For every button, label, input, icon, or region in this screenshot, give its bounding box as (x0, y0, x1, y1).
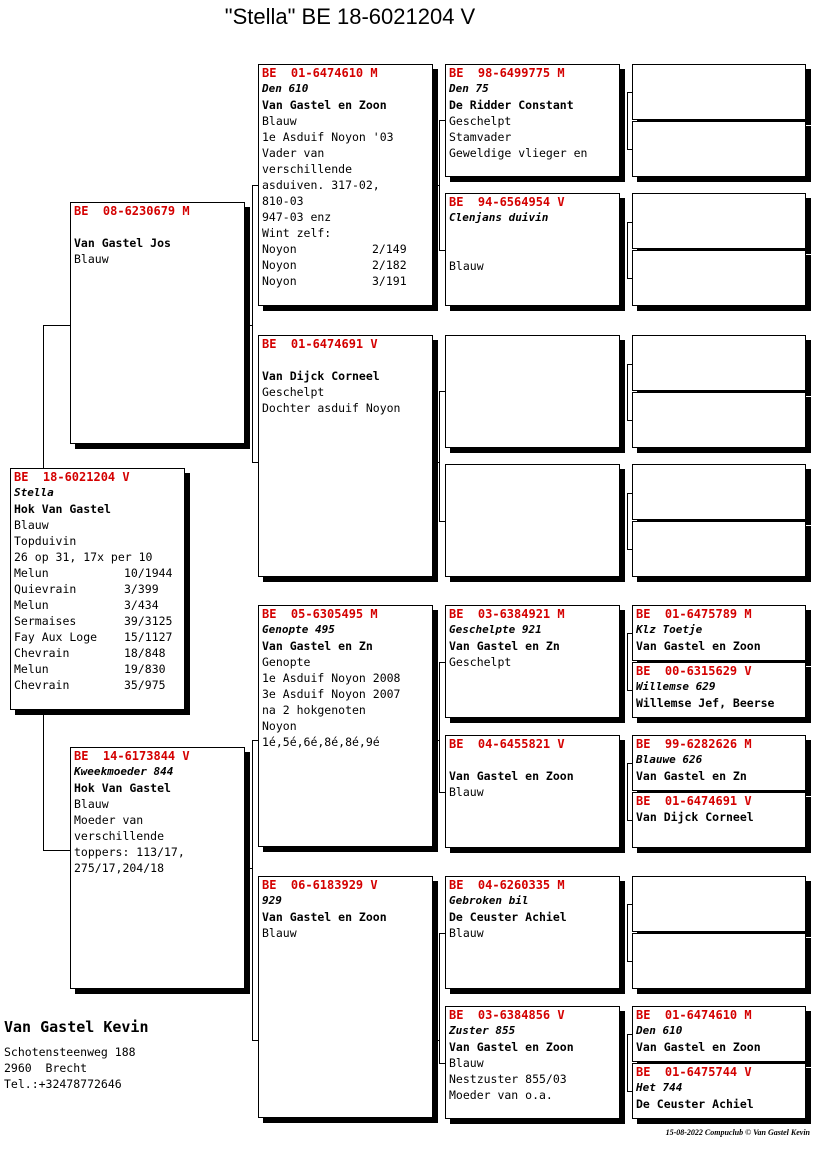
owner-name: Van Gastel en Zoon (449, 1040, 574, 1054)
race-result (14, 645, 181, 661)
pigeon-name: Stella (14, 486, 54, 499)
pedigree-card-g2 (632, 121, 806, 177)
connector-line (627, 633, 628, 690)
info-line: verschillende (74, 829, 165, 843)
pigeon-name: Den 610 (262, 82, 309, 95)
race-place: Noyon (262, 258, 297, 272)
pedigree-card-fm (258, 335, 433, 577)
info-line (449, 242, 616, 258)
race-rank: 2/149 (372, 242, 407, 256)
info-line: Topduivin (14, 534, 77, 548)
pedigree-card-fmf (445, 335, 620, 448)
info-line: Geschelpt (449, 114, 512, 128)
pigeon-name: Clenjans duivin (449, 211, 549, 224)
info-line: Moeder van o.a. (449, 1088, 553, 1102)
pedigree-card-fmm (445, 464, 620, 577)
owner-name: Van Dijck Corneel (262, 369, 380, 383)
pedigree-card-fff (445, 64, 620, 177)
info-line: Nestzuster 855/03 (449, 1072, 567, 1086)
pedigree-card-mfm (445, 735, 620, 848)
ring-number: BE 14-6173844 V (74, 749, 190, 763)
pedigree-card-g10 (632, 662, 806, 718)
pedigree-card-mm (258, 876, 433, 1118)
pigeon-name (449, 337, 616, 353)
pigeon-name: Kweekmoeder 844 (74, 765, 174, 778)
pedigree-card-g7 (632, 464, 806, 520)
info-line: Blauw (74, 797, 109, 811)
pigeon-name: 929 (262, 894, 282, 907)
connector-line (627, 364, 628, 420)
owner-name: Van Gastel Jos (74, 236, 171, 250)
info-line: Blauw (262, 926, 297, 940)
info-line: 3e Asduif Noyon 2007 (262, 687, 401, 701)
ring-number: BE 01-6475789 M (636, 607, 752, 621)
breeder-address: Schotensteenweg 188 2960 Brecht Tel.:+32478772646 (4, 1045, 136, 1091)
connector-line (627, 904, 628, 961)
owner-name: Van Gastel en Zoon (636, 1040, 761, 1054)
pedigree-card-g12 (632, 792, 806, 848)
race-result (14, 597, 181, 613)
race-result (14, 629, 181, 645)
pigeon-name: Den 75 (449, 82, 489, 95)
race-place: Sermaises (14, 614, 77, 628)
ring-number: BE 98-6499775 M (449, 66, 565, 80)
pigeon-name: Willemse 629 (636, 680, 716, 693)
info-line: na 2 hokgenoten (262, 703, 366, 717)
ring-number: BE 00-6315629 V (636, 664, 752, 678)
pigeon-name: Zuster 855 (449, 1024, 516, 1037)
pedigree-card-mmm (445, 1006, 620, 1119)
pedigree-card-root (10, 468, 185, 710)
info-line: 947-03 enz (262, 210, 332, 224)
race-rank: 3/434 (124, 598, 159, 612)
ring-number: BE 04-6260335 M (449, 878, 565, 892)
pedigree-card-g6 (632, 392, 806, 448)
info-line: Wint zelf: (262, 226, 332, 240)
info-line: Geweldige vlieger en (449, 146, 588, 160)
owner-name: Hok Van Gastel (74, 781, 171, 795)
info-line: 810-03 (262, 194, 304, 208)
pigeon-name (74, 219, 241, 235)
ring-number: BE 04-6455821 V (449, 737, 565, 751)
connector-line (433, 185, 439, 186)
pigeon-name: Genopte 495 (262, 623, 335, 636)
race-place: Melun (14, 566, 49, 580)
info-line: Blauw (14, 518, 49, 532)
pedigree-card-g4 (632, 250, 806, 306)
pedigree-card-mff (445, 605, 620, 718)
pedigree-card-m (70, 747, 245, 989)
race-rank: 15/1127 (124, 630, 173, 644)
race-result (262, 257, 429, 273)
ring-number: BE 94-6564954 V (449, 195, 565, 209)
ring-number: BE 06-6183929 V (262, 878, 378, 892)
owner-name: De Ridder Constant (449, 98, 574, 112)
info-line: Stamvader (449, 130, 512, 144)
race-result (262, 273, 429, 289)
race-rank: 10/1944 (124, 566, 173, 580)
pedigree-card-g11 (632, 735, 806, 791)
pigeon-name: Het 744 (636, 1081, 683, 1094)
info-line: Moeder van (74, 813, 144, 827)
owner-name: Van Gastel en Zn (636, 769, 747, 783)
info-line: Blauw (262, 114, 297, 128)
pedigree-card-g14 (632, 933, 806, 989)
info-line: Blauw (449, 926, 484, 940)
race-rank: 2/182 (372, 258, 407, 272)
connector-line (627, 493, 628, 549)
race-place: Chevrain (14, 678, 70, 692)
ring-number: BE 03-6384921 M (449, 607, 565, 621)
race-place: Noyon (262, 242, 297, 256)
pedigree-card-g9 (632, 605, 806, 661)
owner-name: Van Gastel en Zn (449, 639, 560, 653)
race-result (14, 581, 181, 597)
connector-line (439, 933, 440, 1063)
owner-name: Van Gastel en Zoon (636, 639, 761, 653)
race-place: Melun (14, 598, 49, 612)
owner-name: Van Gastel en Zoon (262, 98, 387, 112)
ring-number: BE 03-6384856 V (449, 1008, 565, 1022)
ring-number: BE 01-6474610 M (262, 66, 378, 80)
info-line: Geschelpt (262, 385, 325, 399)
connector-line (245, 325, 252, 326)
pedigree-card-ff (258, 64, 433, 306)
info-line: verschillende (262, 162, 353, 176)
owner-name (449, 226, 616, 242)
race-result (14, 677, 181, 693)
race-rank: 19/830 (124, 662, 166, 676)
pigeon-name (449, 466, 616, 482)
owner-name: De Ceuster Achiel (636, 1097, 754, 1111)
pigeon-name: Klz Toetje (636, 623, 703, 636)
pedigree-card-g15 (632, 1006, 806, 1062)
info-line: toppers: 113/17, (74, 845, 185, 859)
pedigree-card-g8 (632, 521, 806, 577)
pedigree-card-ffm (445, 193, 620, 306)
owner-name: De Ceuster Achiel (449, 910, 567, 924)
info-line: 275/17,204/18 (74, 861, 165, 875)
pigeon-name (449, 752, 616, 768)
print-stamp: 15-08-2022 Compuclub © Van Gastel Kevin (665, 1128, 810, 1137)
owner-name: Van Dijck Corneel (636, 810, 754, 824)
breeder-name: Van Gastel Kevin (4, 1018, 149, 1036)
race-place: Noyon (262, 274, 297, 288)
ring-number: BE 18-6021204 V (14, 470, 130, 484)
pigeon-name: Gebroken bil (449, 894, 529, 907)
race-result (14, 613, 181, 629)
race-place: Melun (14, 662, 49, 676)
ring-number: BE 99-6282626 M (636, 737, 752, 751)
info-line: Blauw (449, 1056, 484, 1070)
connector-line (245, 868, 252, 869)
connector-line (433, 462, 439, 463)
info-line: Blauw (449, 785, 484, 799)
info-line: Geschelpt (449, 655, 512, 669)
owner-name: Van Gastel en Zoon (262, 910, 387, 924)
ring-number: BE 05-6305495 M (262, 607, 378, 621)
connector-line (43, 325, 44, 470)
ring-number: BE 01-6474691 V (262, 337, 378, 351)
info-line: Vader van (262, 146, 325, 160)
connector-line (627, 92, 628, 149)
info-line: 1é,5é,6é,8é,8é,9é (262, 735, 380, 749)
connector-line (439, 391, 440, 521)
pedigree-card-mf (258, 605, 433, 847)
pigeon-name: Den 610 (636, 1024, 683, 1037)
owner-name: Willemse Jef, Beerse (636, 696, 775, 710)
connector-line (43, 325, 71, 326)
connector-line (252, 185, 253, 463)
owner-name (449, 353, 616, 369)
race-rank: 39/3125 (124, 614, 173, 628)
pedigree-card-g16 (632, 1063, 806, 1119)
info-line: Dochter asduif Noyon (262, 401, 401, 415)
race-result (14, 661, 181, 677)
connector-line (627, 222, 628, 278)
owner-name (449, 482, 616, 498)
race-rank: 18/848 (124, 646, 166, 660)
owner-name: Van Gastel en Zoon (449, 769, 574, 783)
connector-line (439, 662, 440, 792)
pedigree-card-g5 (632, 335, 806, 391)
pigeon-name: Geschelpte 921 (449, 623, 542, 636)
connector-line (627, 1034, 628, 1091)
connector-line (627, 763, 628, 820)
info-line: Blauw (74, 252, 109, 266)
info-line: 1e Asduif Noyon 2008 (262, 671, 401, 685)
race-place: Fay Aux Loge (14, 630, 98, 644)
pedigree-card-g3 (632, 193, 806, 249)
info-line: 1e Asduif Noyon '03 (262, 130, 394, 144)
race-result (262, 241, 429, 257)
race-rank: 3/399 (124, 582, 159, 596)
pedigree-card-f (70, 202, 245, 444)
race-rank: 35/975 (124, 678, 166, 692)
race-result (14, 565, 181, 581)
connector-line (433, 1040, 439, 1041)
connector-line (43, 710, 44, 850)
pedigree-title: "Stella" BE 18-6021204 V (224, 4, 476, 29)
ring-number: BE 01-6474691 V (636, 794, 752, 808)
pedigree-card-g1 (632, 64, 806, 120)
connector-line (252, 740, 253, 1040)
race-place: Quievrain (14, 582, 77, 596)
pigeon-name: Blauwe 626 (636, 753, 703, 766)
owner-name: Hok Van Gastel (14, 502, 111, 516)
connector-line (43, 850, 71, 851)
connector-line (439, 120, 440, 250)
pedigree-card-g13 (632, 876, 806, 932)
owner-name: Van Gastel en Zn (262, 639, 373, 653)
info-line: Blauw (449, 259, 484, 273)
pigeon-name (262, 352, 429, 368)
ring-number: BE 01-6474610 M (636, 1008, 752, 1022)
race-rank: 3/191 (372, 274, 407, 288)
ring-number: BE 08-6230679 M (74, 204, 190, 218)
pedigree-card-mmf (445, 876, 620, 989)
connector-line (433, 740, 439, 741)
info-line: Noyon (262, 719, 297, 733)
info-line: 26 op 31, 17x per 10 (14, 550, 153, 564)
info-line: asduiven. 317-02, (262, 178, 380, 192)
info-line: Genopte (262, 655, 311, 669)
ring-number: BE 01-6475744 V (636, 1065, 752, 1079)
race-place: Chevrain (14, 646, 70, 660)
